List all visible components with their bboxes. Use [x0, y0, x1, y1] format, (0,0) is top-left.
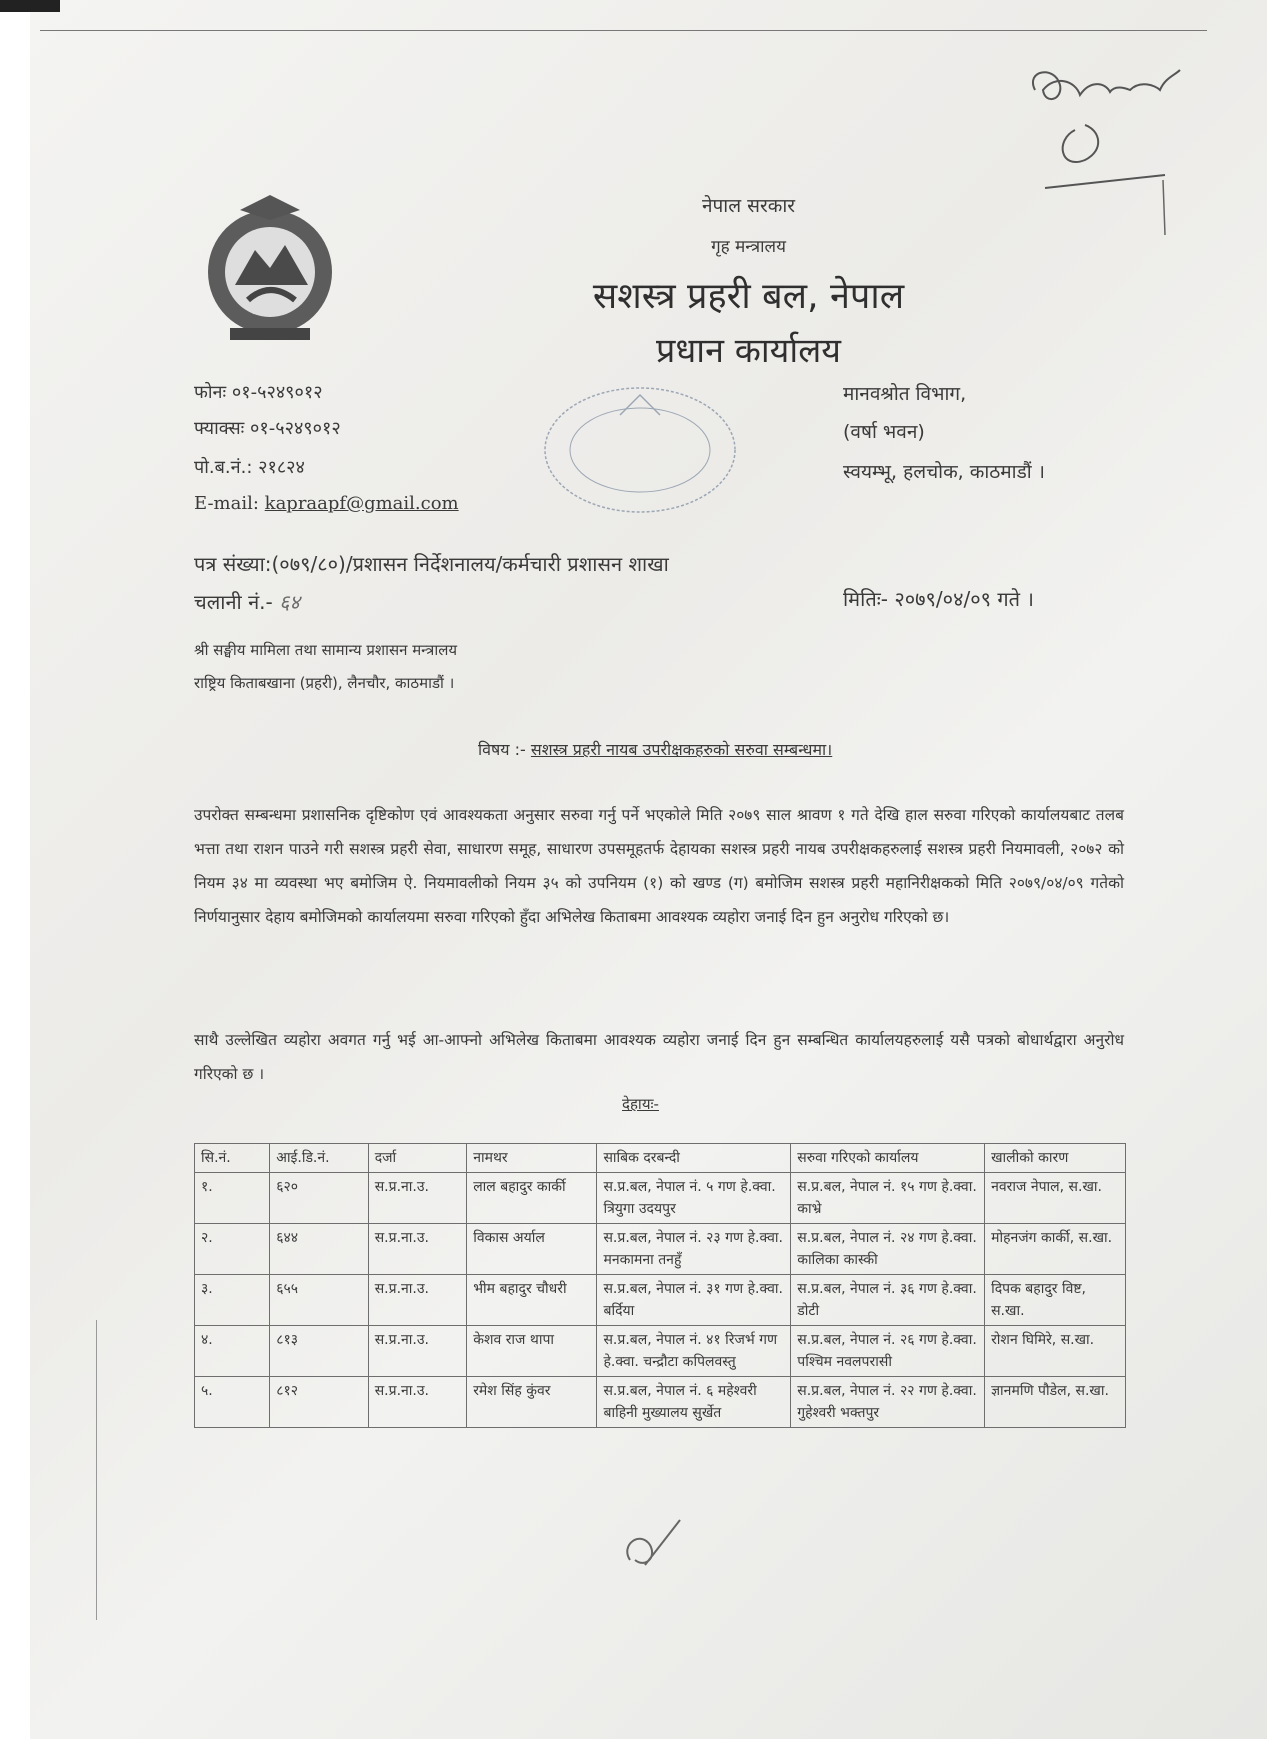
phone-number: फोनः ०१-५२४९०१२ [194, 382, 323, 403]
margin-line [96, 1320, 97, 1620]
cell-previous-post: स.प्र.बल, नेपाल नं. ५ गण हे.क्वा. त्रियुगा उदयपुर [597, 1173, 791, 1224]
cell-name: रमेश सिंह कुंवर [467, 1377, 597, 1428]
cell-id: ८१२ [270, 1377, 369, 1428]
table-row [195, 1224, 1126, 1275]
addressee-line-2: राष्ट्रिय किताबखाना (प्रहरी), लैनचौर, काठमाडौं । [194, 674, 455, 692]
cell-previous-post: स.प्र.बल, नेपाल नं. ६ महेश्वरी बाहिनी मुख्यालय सुर्खेत [597, 1377, 791, 1428]
letter-date: मितिः- २०७९/०४/०९ गते । [843, 587, 1034, 611]
subject-line [478, 738, 832, 760]
dehay-label: देहायः- [622, 1095, 659, 1113]
cell-name: केशव राज थापा [467, 1326, 597, 1377]
cell-previous-post: स.प्र.बल, नेपाल नं. २३ गण हे.क्वा. मनकामना तनहुँ [597, 1224, 791, 1275]
page-margin [0, 0, 30, 1739]
cell-rank: स.प्र.ना.उ. [368, 1275, 467, 1326]
subject-label: विषय :- [478, 740, 531, 759]
handwritten-initials [615, 1510, 695, 1580]
header-sn: सि.नं. [195, 1144, 270, 1173]
ministry-title: गृह मन्त्रालय [711, 237, 786, 257]
scan-edge-mark [0, 0, 60, 12]
cell-sn: ५. [195, 1377, 270, 1428]
email-address: kapraapf@gmail.com [264, 493, 459, 514]
body-paragraph-1: उपरोक्त सम्बन्धमा प्रशासनिक दृष्टिकोण एवं आवश्यकता अनुसार सरुवा गर्नु पर्ने भएकोले मिति २०७९ साल श्रावण १ गते देखि हाल सरुवा गरिएको कार्यालयबाट तलब भत्ता तथा राशन पाउने गरी सशस्त्र प्रहरी सेवा, साधारण समूह, साधारण उपसमूहतर्फ देहायका सशस्त्र प्रहरी नायब उपरीक्षकहरुलाई सशस्त्र प्रहरी नियमावली, २०७२ को नियम ३४ मा व्यवस्था भए बमोजिम ऐ. नियमावलीको नियम ३५ को उपनियम (१) को खण्ड (ग) बमोजिम सशस्त्र प्रहरी महानिरीक्षकको मिति २०७९/०४/०९ गतेको निर्णयानुसार देहाय बमोजिमको कार्यालयमा सरुवा गरिएको हुँदा अभिलेख किताबमा आवश्यक व्यहोरा जनाई दिन हुन अनुरोध गरिएको छ। [194, 806, 1124, 926]
cell-new-office: स.प्र.बल, नेपाल नं. २२ गण हे.क्वा. गुहेश्वरी भक्तपुर [791, 1377, 985, 1428]
force-title: सशस्त्र प्रहरी बल, नेपाल [592, 276, 905, 317]
letter-reference: पत्र संख्या:(०७९/८०)/प्रशासन निर्देशनालय/कर्मचारी प्रशासन शाखा [194, 552, 669, 576]
body-paragraph-2: साथै उल्लेखित व्यहोरा अवगत गर्नु भई आ-आफ्नो अभिलेख किताबमा आवश्यक व्यहोरा जनाई दिन हुन सम्बन्धित कार्यालयहरुलाई यसै पत्रको बोधार्थद्वारा अनुरोध गरिएको छ । [194, 1031, 1124, 1083]
po-box: पो.ब.नं.: २१८२४ [194, 457, 305, 478]
cell-id: ८१३ [270, 1326, 369, 1377]
cell-previous-post: स.प्र.बल, नेपाल नं. ३१ गण हे.क्वा. बर्दिया [597, 1275, 791, 1326]
fax-number: फ्याक्सः ०१-५२४९०१२ [194, 418, 341, 439]
chalani-number-line [194, 588, 300, 615]
header-vacancy-reason: खालीको कारण [985, 1144, 1126, 1173]
department-building: (वर्षा भवन) [843, 421, 925, 443]
cell-rank: स.प्र.ना.उ. [368, 1377, 467, 1428]
cell-previous-post: स.प्र.बल, नेपाल नं. ४१ रिजर्भ गण हे.क्वा. चन्द्रौटा कपिलवस्तु [597, 1326, 791, 1377]
table-header-row [195, 1144, 1126, 1173]
header-previous-post: साबिक दरबन्दी [597, 1144, 791, 1173]
cell-name: लाल बहादुर कार्की [467, 1173, 597, 1224]
cell-sn: ४. [195, 1326, 270, 1377]
office-stamp [540, 380, 740, 520]
cell-name: भीम बहादुर चौधरी [467, 1275, 597, 1326]
cell-sn: ३. [195, 1275, 270, 1326]
cell-rank: स.प्र.ना.उ. [368, 1173, 467, 1224]
chalani-number: ६४ [279, 590, 300, 614]
cell-name: विकास अर्याल [467, 1224, 597, 1275]
government-title: नेपाल सरकार [701, 195, 796, 217]
header-id: आई.डि.नं. [270, 1144, 369, 1173]
table-row [195, 1326, 1126, 1377]
cell-vacancy-reason: रोशन घिमिरे, स.खा. [985, 1326, 1126, 1377]
cell-id: ६२० [270, 1173, 369, 1224]
email-line [194, 493, 459, 514]
header-rank: दर्जा [368, 1144, 467, 1173]
cell-id: ६५५ [270, 1275, 369, 1326]
department-name: मानवश्रोत विभाग, [843, 383, 967, 405]
chalani-label: चलानी नं.- [194, 590, 280, 614]
cell-vacancy-reason: दिपक बहादुर विष्ट, स.खा. [985, 1275, 1126, 1326]
table-row [195, 1275, 1126, 1326]
cell-sn: १. [195, 1173, 270, 1224]
addressee-line-1: श्री सङ्घीय मामिला तथा सामान्य प्रशासन मन्त्रालय [194, 641, 458, 659]
cell-id: ६४४ [270, 1224, 369, 1275]
transfer-table [194, 1143, 1126, 1428]
email-label: E-mail: [194, 493, 265, 514]
cell-vacancy-reason: नवराज नेपाल, स.खा. [985, 1173, 1126, 1224]
cell-vacancy-reason: मोहनजंग कार्की, स.खा. [985, 1224, 1126, 1275]
cell-vacancy-reason: ज्ञानमणि पौडेल, स.खा. [985, 1377, 1126, 1428]
header-new-office: सरुवा गरिएको कार्यालय [791, 1144, 985, 1173]
cell-new-office: स.प्र.बल, नेपाल नं. २६ गण हे.क्वा. पश्चिम नवलपरासी [791, 1326, 985, 1377]
cell-rank: स.प्र.ना.उ. [368, 1326, 467, 1377]
cell-sn: २. [195, 1224, 270, 1275]
cell-new-office: स.प्र.बल, नेपाल नं. १५ गण हे.क्वा. काभ्रे [791, 1173, 985, 1224]
header-name: नामथर [467, 1144, 597, 1173]
subject-text: सशस्त्र प्रहरी नायब उपरीक्षकहरुको सरुवा सम्बन्धमा। [530, 740, 833, 759]
cell-new-office: स.प्र.बल, नेपाल नं. ३६ गण हे.क्वा. डोटी [791, 1275, 985, 1326]
top-rule [40, 30, 1207, 31]
cell-new-office: स.प्र.बल, नेपाल नं. २४ गण हे.क्वा. कालिका कास्की [791, 1224, 985, 1275]
table-row [195, 1173, 1126, 1224]
office-title: प्रधान कार्यालय [656, 331, 841, 371]
department-address: स्वयम्भू, हलचोक, काठमाडौं । [843, 461, 1045, 483]
table-row [195, 1377, 1126, 1428]
cell-rank: स.प्र.ना.उ. [368, 1224, 467, 1275]
